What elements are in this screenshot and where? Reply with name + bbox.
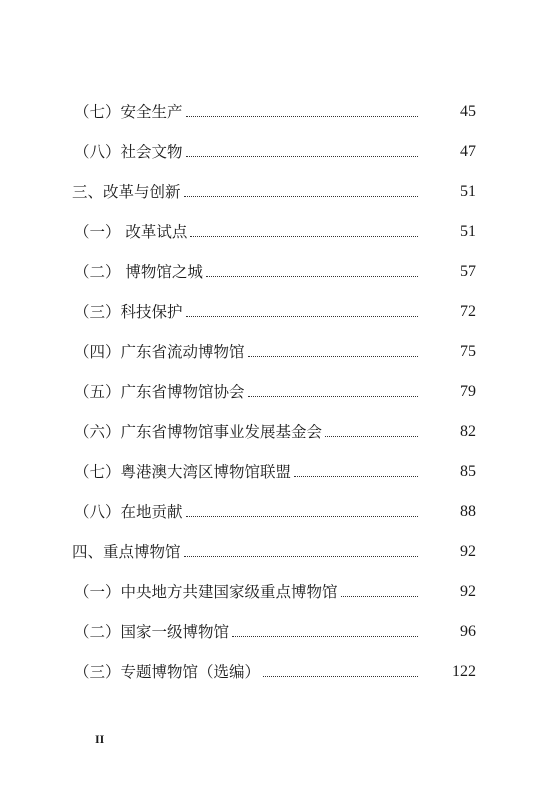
toc-entry-page: 88 — [460, 503, 476, 520]
toc-entry-title: （八）在地贡献 — [74, 503, 183, 521]
toc-entry-page: 47 — [460, 143, 476, 160]
toc-entry-page: 82 — [460, 423, 476, 440]
toc-entry-title: （七）安全生产 — [74, 103, 183, 121]
toc-entry-title: （五）广东省博物馆协会 — [74, 383, 245, 401]
toc-leader-dots — [206, 276, 418, 277]
toc-entry-title: （一）中央地方共建国家级重点博物馆 — [74, 583, 338, 601]
toc-entry[interactable] — [0, 141, 548, 163]
toc-entry-page: 51 — [460, 223, 476, 240]
toc-entry-title: （三）科技保护 — [74, 303, 183, 321]
toc-leader-dots — [186, 516, 418, 517]
toc-entry[interactable] — [0, 541, 548, 563]
toc-leader-dots — [248, 396, 418, 397]
toc-entry[interactable] — [0, 301, 548, 323]
toc-entry[interactable] — [0, 101, 548, 123]
toc-entry-title: 四、重点博物馆 — [72, 543, 181, 561]
page-number: II — [95, 732, 105, 746]
toc-entry-title: （八）社会文物 — [74, 143, 183, 161]
toc-entry[interactable] — [0, 661, 548, 683]
toc-entry-page: 75 — [460, 343, 476, 360]
toc-leader-dots — [190, 236, 418, 237]
toc-leader-dots — [325, 436, 418, 437]
toc-entry-page: 79 — [460, 383, 476, 400]
toc-entry-title: 三、改革与创新 — [72, 183, 181, 201]
toc-leader-dots — [232, 636, 418, 637]
toc-entry-page: 51 — [460, 183, 476, 200]
toc-leader-dots — [294, 476, 418, 477]
toc-entry[interactable] — [0, 341, 548, 363]
toc-entry-page: 85 — [460, 463, 476, 480]
toc-leader-dots — [184, 556, 418, 557]
toc-leader-dots — [184, 196, 418, 197]
toc-entry[interactable] — [0, 461, 548, 483]
toc-entry-title: （二）国家一级博物馆 — [74, 623, 230, 641]
toc-entry-title: （六）广东省博物馆事业发展基金会 — [74, 423, 323, 441]
toc-entry-page: 45 — [460, 103, 476, 120]
toc-leader-dots — [263, 676, 418, 677]
toc-entry[interactable] — [0, 261, 548, 283]
toc-entry[interactable] — [0, 621, 548, 643]
toc-entry-page: 92 — [460, 583, 476, 600]
toc-entry-page: 122 — [452, 663, 476, 680]
toc-leader-dots — [341, 596, 418, 597]
toc-entry[interactable] — [0, 181, 548, 203]
toc-leader-dots — [186, 316, 418, 317]
toc-entry[interactable] — [0, 381, 548, 403]
toc-entry[interactable] — [0, 221, 548, 243]
toc-entry-title: （七）粤港澳大湾区博物馆联盟 — [74, 463, 292, 481]
toc-entry-page: 72 — [460, 303, 476, 320]
toc-leader-dots — [248, 356, 418, 357]
toc-entry-title: （二） 博物馆之城 — [74, 263, 203, 281]
toc-entry[interactable] — [0, 581, 548, 603]
toc-entry-page: 92 — [460, 543, 476, 560]
toc-entry-title: （四）广东省流动博物馆 — [74, 343, 245, 361]
toc-entry-title: （一） 改革试点 — [74, 223, 188, 241]
toc-leader-dots — [186, 156, 418, 157]
toc-entry[interactable] — [0, 421, 548, 443]
toc-entry-title: （三）专题博物馆（选编） — [74, 663, 261, 681]
toc-entry-page: 96 — [460, 623, 476, 640]
toc-leader-dots — [186, 116, 418, 117]
toc-entry-page: 57 — [460, 263, 476, 280]
toc-entry[interactable] — [0, 501, 548, 523]
